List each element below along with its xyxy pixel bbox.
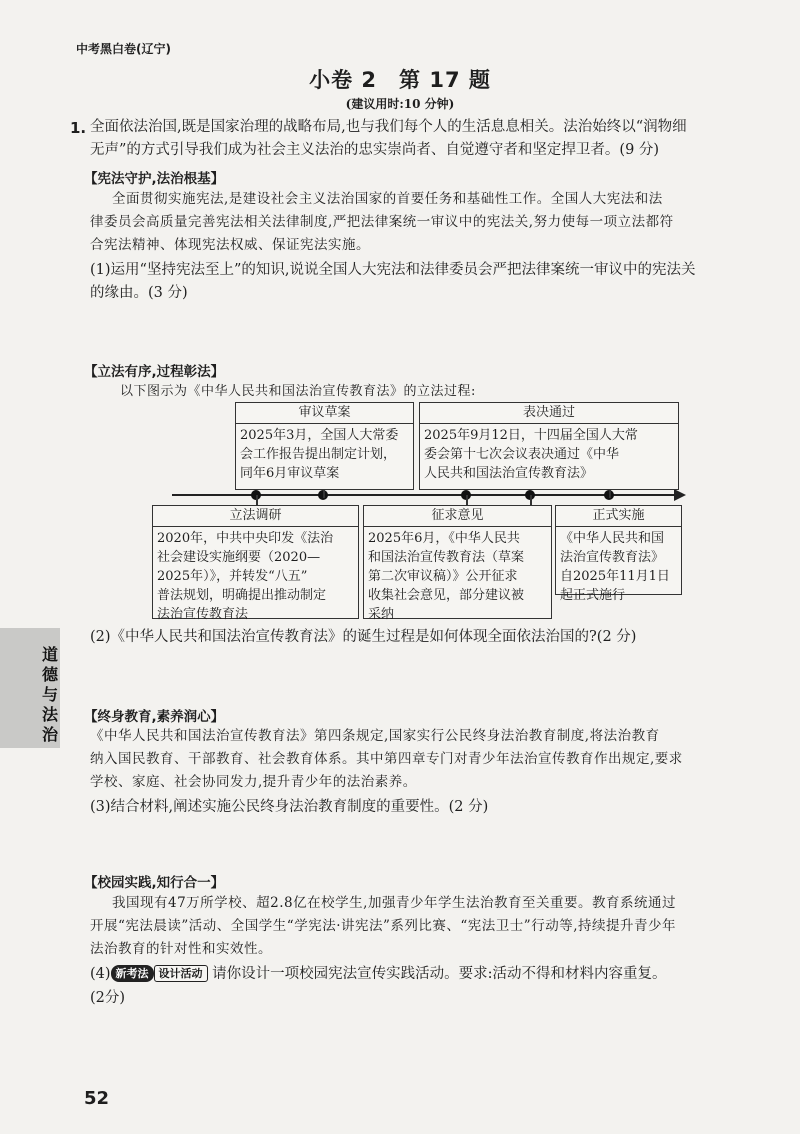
- sub-question-3: (3)结合材料,阐述实施公民终身法治教育制度的重要性。(2 分): [90, 799, 489, 815]
- question-number: 1.: [70, 119, 87, 137]
- design-activity-badge: 设计活动: [154, 965, 208, 982]
- box-text: 自2025年11月1日: [560, 569, 670, 584]
- box-effective: [555, 505, 682, 603]
- section-heading-constitution: 【宪法守护,法治根基】: [84, 171, 225, 187]
- material-line: 开展“宪法晨读”活动、全国学生“学宪法·讲宪法”系列比赛、“宪法卫士”行动等,持续提升青少年: [90, 918, 676, 934]
- box-text: 2025年6月，《中华人民共: [368, 531, 520, 546]
- box-opinion: [363, 505, 552, 622]
- material-line: 学校、家庭、社会协同发力,提升青少年的法治素养。: [90, 774, 417, 790]
- box-research: [152, 505, 359, 622]
- box-text: 委会第十七次会议表决通过《中华: [424, 447, 620, 462]
- material-line: 全面贯彻实施宪法,是建设社会主义法治国家的首要任务和基础性工作。全国人大宪法和法: [112, 191, 663, 207]
- box-text: 《中华人民共和国: [560, 531, 665, 546]
- box-text: 同年6月审议草案: [240, 466, 340, 481]
- box-text: 法治宣传教育法: [157, 607, 249, 622]
- box-vote-pass: [419, 402, 679, 490]
- box-text: 社会建设实施纲要（2020—: [157, 550, 321, 565]
- sub-question-2: (2)《中华人民共和国法治宣传教育法》的诞生过程是如何体现全面依法治国的?(2 分): [90, 629, 637, 645]
- box-text: 2025年3月，全国人大常委: [240, 428, 399, 443]
- box-text: 和国法治宣传教育法（草案: [368, 550, 525, 565]
- book-header: 中考黑白卷(辽宁): [76, 42, 171, 56]
- sub-question-1: (1)运用“坚持宪法至上”的知识,说说全国人大宪法和法律委员会严把法律案统一审议中的宪法关: [90, 262, 696, 278]
- box-title: 正式实施: [556, 506, 681, 527]
- box-text: 收集社会意见，部分建议被: [368, 588, 525, 603]
- box-text: 起正式施行: [560, 588, 626, 603]
- box-text: 普法规划，明确提出推动制定: [157, 588, 327, 603]
- page-title: 小卷 2 第 17 题: [309, 68, 491, 92]
- box-title: 征求意见: [364, 506, 551, 527]
- sub-question-4: [90, 963, 667, 986]
- box-review-draft: [235, 402, 414, 490]
- timeline-arrow: [674, 489, 686, 501]
- material-line: 合宪法精神、体现宪法权威、保证宪法实施。: [90, 237, 370, 253]
- box-title: 审议草案: [236, 403, 413, 424]
- material-line: 我国现有47万所学校、超2.8亿在校学生,加强青少年学生法治教育至关重要。教育系统通过: [112, 895, 676, 911]
- box-text: 人民共和国法治宣传教育法》: [424, 466, 594, 481]
- question-intro-line-2: 无声”的方式引导我们成为社会主义法治的忠实崇尚者、自觉遵守者和坚定捍卫者。(9 分): [90, 142, 660, 158]
- sub-question-4-number: (4): [90, 966, 111, 982]
- box-title: 立法调研: [153, 506, 358, 527]
- material-line: 纳入国民教育、干部教育、社会教育体系。其中第四章专门对青少年法治宣传教育作出规定,要求: [90, 751, 683, 767]
- page-number: 52: [84, 1088, 110, 1109]
- sub-question-4-text: 请你设计一项校园宪法宣传实践活动。要求:活动不得和材料内容重复。: [212, 966, 667, 982]
- material-line: 《中华人民共和国法治宣传教育法》第四条规定,国家实行公民终身法治教育制度,将法治教育: [90, 728, 660, 744]
- box-text: 第二次审议稿）》公开征求: [368, 569, 518, 584]
- box-text: 会工作报告提出制定计划，: [240, 447, 397, 462]
- suggested-time: (建议用时:10 分钟): [345, 97, 455, 111]
- connector: [609, 489, 611, 498]
- material-line: 律委员会高质量完善宪法相关法律制度,严把法律案统一审议中的宪法关,努力使每一项立法都符: [90, 214, 674, 230]
- new-exam-badge: 新考法: [111, 965, 154, 982]
- connector: [323, 489, 325, 498]
- sub-question-1-cont: 的缘由。(3 分): [90, 285, 188, 301]
- subject-label: 道德与法治: [41, 645, 58, 744]
- section-heading-campus-practice: 【校园实践,知行合一】: [84, 875, 225, 891]
- diagram-intro: 以下图示为《中华人民共和国法治宣传教育法》的立法过程:: [120, 384, 476, 399]
- box-text: 2020年，中共中央印发《法治: [157, 531, 334, 546]
- section-heading-legislation: 【立法有序,过程彰法】: [84, 364, 225, 380]
- box-text: 2025年9月12日，十四届全国人大常: [424, 428, 638, 443]
- sub-question-4-score: (2分): [90, 990, 126, 1006]
- box-text: 采纳: [368, 607, 395, 622]
- material-line: 法治教育的针对性和实效性。: [90, 941, 272, 957]
- box-text: 法治宣传教育法》: [560, 550, 665, 565]
- box-text: 2025年）》，并转发“八五”: [157, 569, 308, 584]
- section-heading-lifelong-education: 【终身教育,素养润心】: [84, 709, 225, 725]
- box-title: 表决通过: [420, 403, 678, 424]
- question-intro-line-1: 全面依法治国,既是国家治理的战略布局,也与我们每个人的生活息息相关。法治始终以“润物细: [90, 119, 687, 135]
